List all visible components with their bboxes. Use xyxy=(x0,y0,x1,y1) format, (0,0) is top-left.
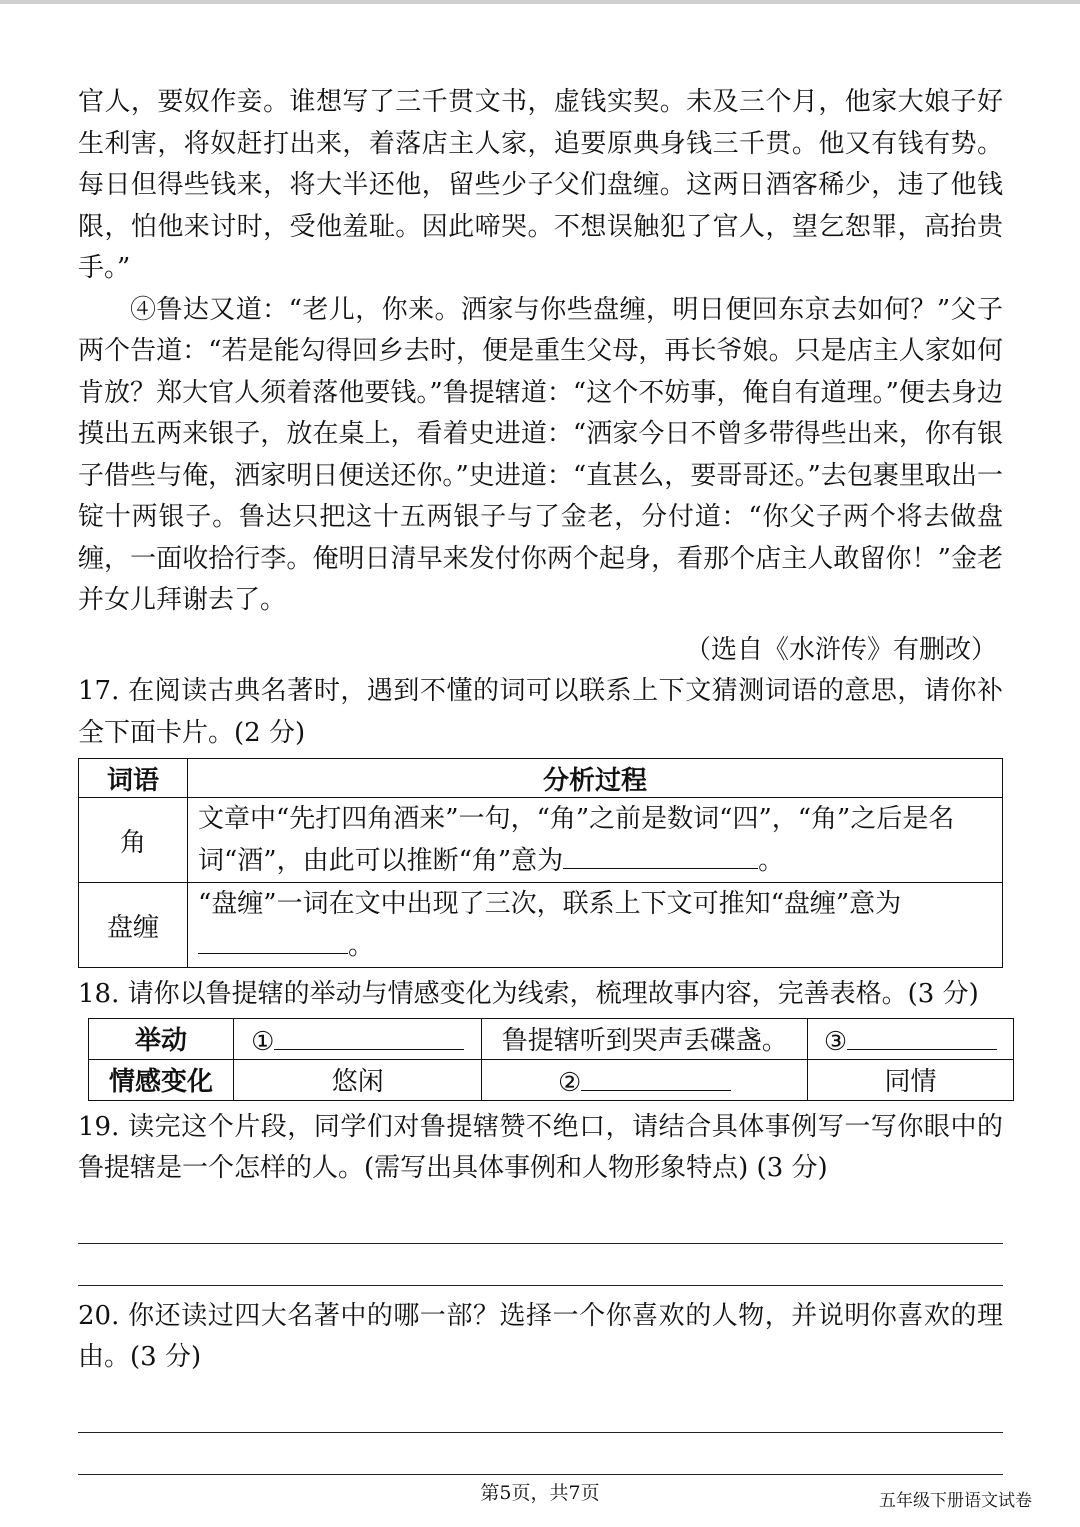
exam-page xyxy=(78,82,1003,1475)
q17-analysis-end: 。 xyxy=(348,931,375,961)
q18-cell: 鲁提辖听到哭声丢碟盏。 xyxy=(482,1018,808,1059)
q18-cell[interactable] xyxy=(234,1018,482,1059)
q17-analysis-text: “盘缠”一词在文中出现了三次，联系上下文可推知“盘缠”意为 xyxy=(198,889,902,919)
question-18: 18. 请你以鲁提辖的举动与情感变化为线索，梳理故事内容，完善表格。(3 分) xyxy=(78,979,979,1009)
q18-cell-marker: ③ xyxy=(823,1026,848,1057)
answer-blank[interactable] xyxy=(581,1062,731,1091)
answer-line[interactable] xyxy=(78,1284,1003,1286)
answer-blank[interactable] xyxy=(198,925,348,954)
q17-header-analysis: 分析过程 xyxy=(188,759,1003,798)
q17-analysis-text: 文章中“先打四角酒来”一句，“角”之前是数词“四”，“角”之后是名词“酒”，由此可以推断“角”意为 xyxy=(198,804,955,876)
answer-blank[interactable] xyxy=(847,1021,997,1050)
q18-label-action: 举动 xyxy=(89,1018,234,1059)
passage-paragraph-3-continued: 官人，要奴作妾。谁想写了三千贯文书，虚钱实契。未及三个月，他家大娘子好生利害，将奴赶打出来，着落店主人家，追要原典身钱三千贯。他又有钱有势。每日但得些钱来，将大半还他，留些少子父们盘缠。这两日酒客稀少，违了他钱限，怕他来讨时，受他羞耻。因此啼哭。不想误触犯了官人，望乞恕罪，高抬贵手。” xyxy=(78,87,1003,283)
q17-word: 角 xyxy=(79,798,188,883)
exam-title: 五年级下册语文试卷 xyxy=(879,1491,1032,1511)
table-row xyxy=(79,883,1003,968)
q17-header-word: 词语 xyxy=(79,759,188,798)
table-row xyxy=(89,1018,1014,1059)
q18-cell: 同情 xyxy=(807,1059,1013,1100)
q18-cell[interactable] xyxy=(807,1018,1013,1059)
question-20: 20. 你还读过四大名著中的哪一部？选择一个你喜欢的人物，并说明你喜欢的理由。(3 分) xyxy=(78,1300,1003,1372)
q18-cell-marker: ① xyxy=(251,1026,275,1057)
answer-line[interactable] xyxy=(78,1473,1003,1475)
q18-cell-marker: ② xyxy=(558,1067,582,1098)
q18-cell: 悠闲 xyxy=(234,1059,482,1100)
q18-table xyxy=(88,1018,1014,1101)
q17-analysis xyxy=(188,883,1003,968)
q17-card-table xyxy=(78,758,1003,968)
answer-blank[interactable] xyxy=(274,1021,464,1050)
q17-analysis xyxy=(188,798,1003,883)
q17-word: 盘缠 xyxy=(79,883,188,968)
passage-source: （选自《水浒传》有删改） xyxy=(684,634,997,665)
top-edge-bar xyxy=(0,0,1080,4)
table-row xyxy=(89,1059,1014,1100)
answer-line[interactable] xyxy=(78,1242,1003,1244)
q18-cell[interactable] xyxy=(482,1059,808,1100)
passage-paragraph-4: ④鲁达又道：“老儿，你来。洒家与你些盘缠，明日便回东京去如何？”父子两个告道：“若是能勾得回乡去时，便是重生父母，再长爷娘。只是店主人家如何肯放？郑大官人须着落他要钱。”鲁提辖道：“这个不妨事，俺自有道理。”便去身边摸出五两来银子，放在桌上，看着史进道：“洒家今日不曾多带得些出来，你有银子借些与俺，洒家明日便送还你。”史进道：“直甚么，要哥哥还。”去包裹里取出一锭十两银子。鲁达只把这十五两银子与了金老，分付道：“你父子两个将去做盘缠，一面收拾行李。俺明日清早来发付你两个起身，看那个店主人敢留你！”金老并女儿拜谢去了。 xyxy=(78,294,1003,615)
table-row xyxy=(79,798,1003,883)
question-19: 19. 读完这个片段，同学们对鲁提辖赞不绝口，请结合具体事例写一写你眼中的鲁提辖是一个怎样的人。(需写出具体事例和人物形象特点) (3 分) xyxy=(78,1111,1003,1183)
question-17: 17. 在阅读古典名著时，遇到不懂的词可以联系上下文猜测词语的意思，请你补全下面卡片。(2 分) xyxy=(78,676,1003,748)
page-number: 第5页，共7页 xyxy=(480,1482,600,1504)
answer-line[interactable] xyxy=(78,1431,1003,1433)
q17-analysis-end: 。 xyxy=(758,846,785,876)
answer-blank[interactable] xyxy=(563,840,758,869)
q18-label-emotion: 情感变化 xyxy=(89,1059,234,1100)
